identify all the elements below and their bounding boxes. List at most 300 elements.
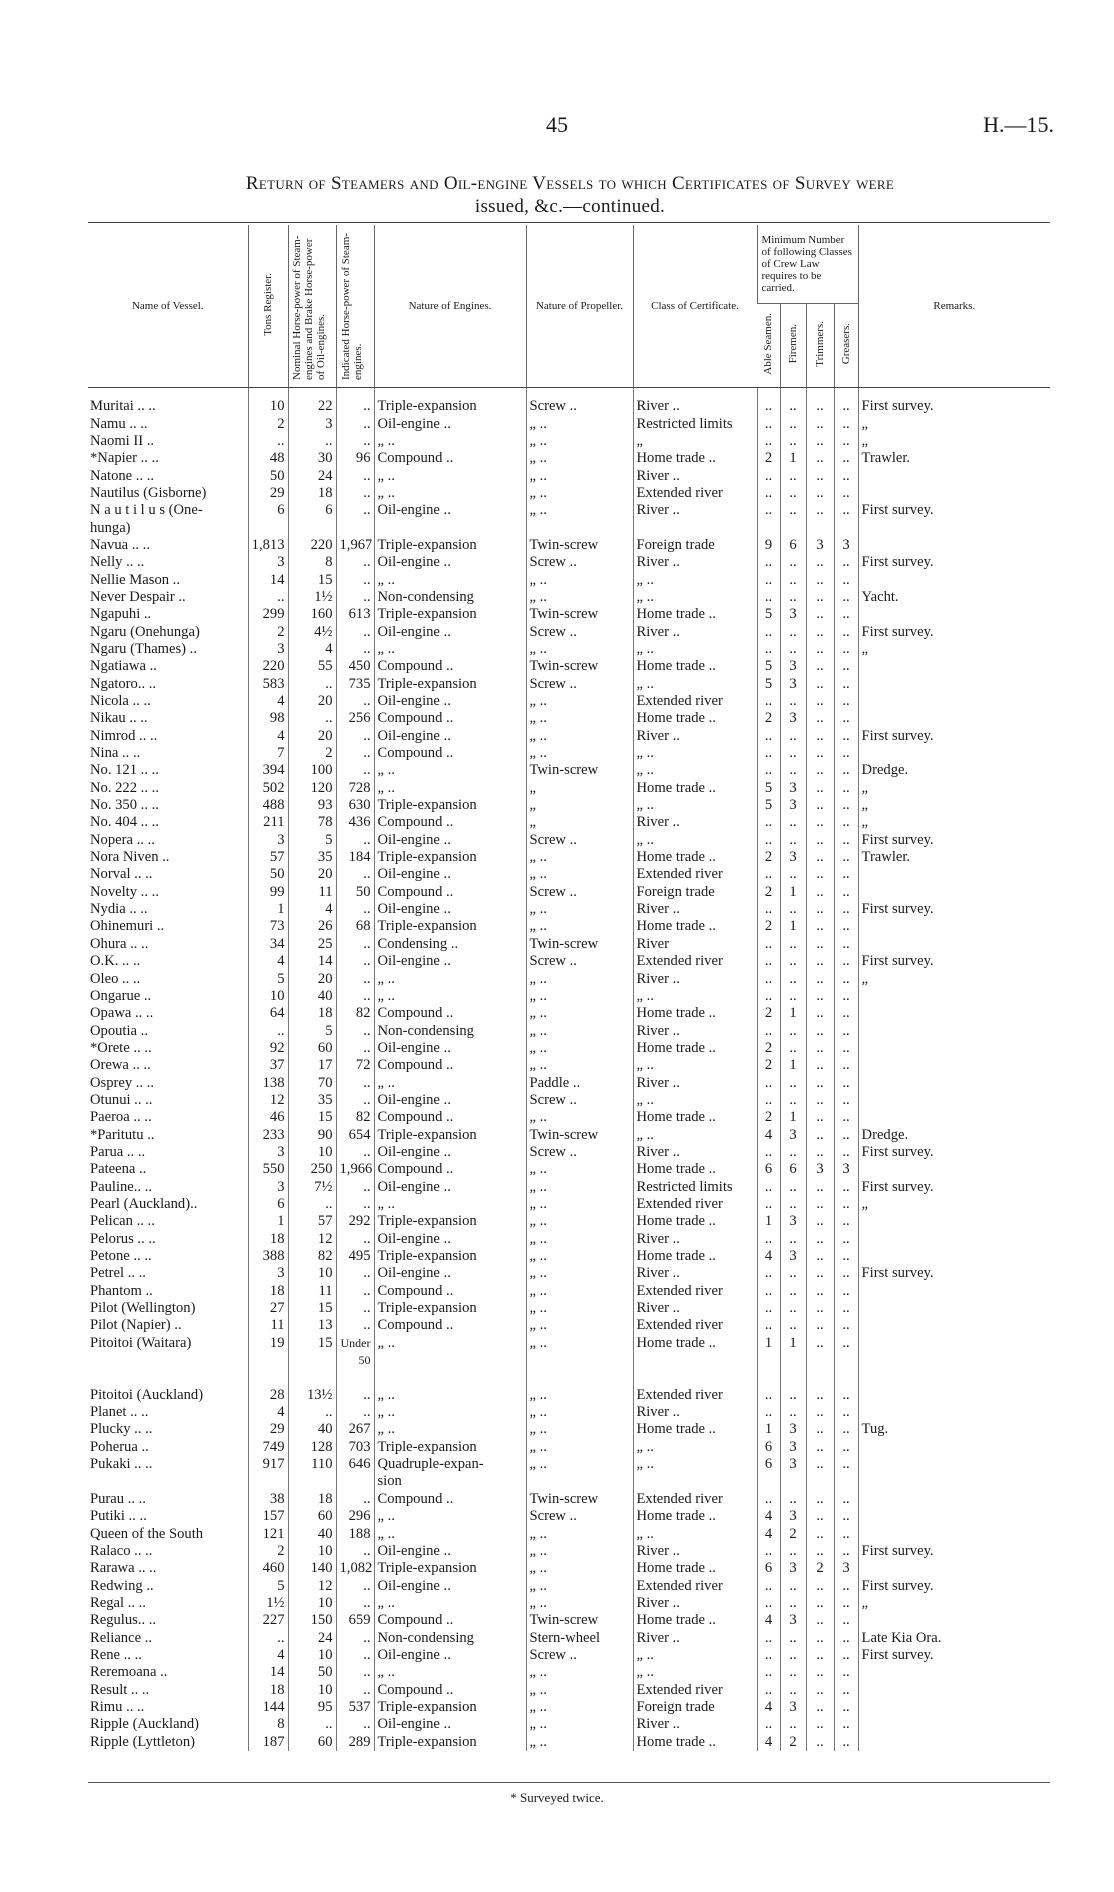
tons-register-cell: 3 (248, 641, 288, 658)
able-seamen-cell: .. (757, 1577, 780, 1594)
greasers-cell: .. (834, 1716, 858, 1733)
trimmers-cell: .. (806, 866, 834, 883)
able-seamen-cell: .. (757, 415, 780, 432)
remarks-cell: „ (858, 1595, 1050, 1612)
remarks-cell (858, 1040, 1050, 1057)
table-row (88, 762, 1050, 779)
propeller-type-cell: Screw .. (526, 623, 633, 640)
greasers-cell: .. (834, 832, 858, 849)
propeller-type-cell (526, 1473, 633, 1490)
propeller-type-cell: „ .. (526, 866, 633, 883)
greasers-cell: .. (834, 571, 858, 588)
table-row (88, 1647, 1050, 1664)
certificate-class-cell: Home trade .. (633, 658, 757, 675)
engine-type-cell: Triple-expansion (374, 1248, 526, 1265)
tons-register-cell: 227 (248, 1612, 288, 1629)
greasers-cell: .. (834, 970, 858, 987)
nominal-hp-cell: 120 (288, 780, 336, 797)
tons-register-cell: 27 (248, 1300, 288, 1317)
remarks-cell (858, 710, 1050, 727)
table-row (88, 658, 1050, 675)
table-row (88, 710, 1050, 727)
able-seamen-cell: 2 (757, 1057, 780, 1074)
greasers-cell: .. (834, 1525, 858, 1542)
nominal-hp-cell: 60 (288, 1040, 336, 1057)
propeller-type-cell: Screw .. (526, 1647, 633, 1664)
trimmers-cell: .. (806, 797, 834, 814)
tons-register-cell: 6 (248, 1196, 288, 1213)
table-row (88, 1057, 1050, 1074)
trimmers-cell: 3 (806, 537, 834, 554)
engine-type-cell: Oil-engine .. (374, 1577, 526, 1594)
able-seamen-cell: 1 (757, 1335, 780, 1352)
table-row (88, 936, 1050, 953)
propeller-type-cell: „ .. (526, 1699, 633, 1716)
indicated-hp-cell: 1,966 (336, 1161, 374, 1178)
propeller-type-cell: „ .. (526, 571, 633, 588)
indicated-hp-cell (336, 1369, 374, 1386)
table-row (88, 1074, 1050, 1091)
table-row (88, 970, 1050, 987)
able-seamen-cell: 6 (757, 1456, 780, 1473)
nominal-hp-cell: 30 (288, 450, 336, 467)
indicated-hp-cell: .. (336, 693, 374, 710)
greasers-cell: .. (834, 762, 858, 779)
greasers-cell: .. (834, 1595, 858, 1612)
greasers-cell: .. (834, 1109, 858, 1126)
certificate-class-cell: Extended river (633, 953, 757, 970)
table-row (88, 1629, 1050, 1646)
firemen-cell: .. (780, 936, 806, 953)
trimmers-cell: .. (806, 1577, 834, 1594)
indicated-hp-cell: 188 (336, 1525, 374, 1542)
greasers-cell: .. (834, 1074, 858, 1091)
table-row (88, 1577, 1050, 1594)
tons-register-cell: 92 (248, 1040, 288, 1057)
nominal-hp-cell: 128 (288, 1439, 336, 1456)
propeller-type-cell: „ .. (526, 641, 633, 658)
vessel-name-cell: Queen of the South (90, 1525, 204, 1542)
nominal-hp-cell: 4½ (288, 623, 336, 640)
able-seamen-cell: .. (757, 936, 780, 953)
indicated-hp-cell: 654 (336, 1126, 374, 1143)
certificate-class-cell: „ .. (633, 988, 757, 1005)
firemen-cell: .. (780, 1144, 806, 1161)
indicated-hp-cell: .. (336, 623, 374, 640)
firemen-cell: .. (780, 1647, 806, 1664)
vessel-name-cell: Reremoana .. (90, 1664, 168, 1681)
greasers-cell: .. (834, 1196, 858, 1213)
trimmers-cell: .. (806, 554, 834, 571)
able-seamen-cell: .. (757, 641, 780, 658)
remarks-cell: Yacht. (858, 589, 1050, 606)
greasers-cell: .. (834, 415, 858, 432)
firemen-cell: 3 (780, 710, 806, 727)
indicated-hp-cell: .. (336, 1647, 374, 1664)
firemen-cell: 3 (780, 1248, 806, 1265)
engine-type-cell: Oil-engine .. (374, 415, 526, 432)
remarks-cell: „ (858, 814, 1050, 831)
greasers-cell: .. (834, 1178, 858, 1195)
remarks-cell (858, 1664, 1050, 1681)
trimmers-cell: .. (806, 641, 834, 658)
nominal-hp-cell: 20 (288, 693, 336, 710)
col-tons-header: Tons Register. (248, 225, 288, 388)
firemen-cell: .. (780, 502, 806, 519)
greasers-cell: .. (834, 641, 858, 658)
trimmers-cell: .. (806, 814, 834, 831)
vessel-name-cell: No. 350 .. .. (90, 797, 159, 814)
certificate-class-cell: River .. (633, 970, 757, 987)
certificate-class-cell: Extended river (633, 1387, 757, 1404)
engine-type-cell: Oil-engine .. (374, 901, 526, 918)
greasers-cell: .. (834, 589, 858, 606)
nominal-hp-cell: 26 (288, 918, 336, 935)
able-seamen-cell: .. (757, 814, 780, 831)
firemen-cell: 3 (780, 1456, 806, 1473)
certificate-class-cell: „ .. (633, 1092, 757, 1109)
trimmers-cell: .. (806, 1335, 834, 1352)
able-seamen-cell: 6 (757, 1560, 780, 1577)
nominal-hp-cell: 1½ (288, 589, 336, 606)
remarks-cell (858, 1335, 1050, 1352)
firemen-cell: .. (780, 589, 806, 606)
indicated-hp-cell: 703 (336, 1439, 374, 1456)
engine-type-cell: Triple-expansion (374, 676, 526, 693)
greasers-cell: .. (834, 450, 858, 467)
able-seamen-cell: .. (757, 953, 780, 970)
able-seamen-cell: .. (757, 1196, 780, 1213)
remarks-cell (858, 485, 1050, 502)
nominal-hp-cell: 150 (288, 1612, 336, 1629)
able-seamen-cell: 2 (757, 884, 780, 901)
table-row (88, 814, 1050, 831)
certificate-class-cell: Extended river (633, 485, 757, 502)
table-row (88, 623, 1050, 640)
trimmers-cell: .. (806, 1022, 834, 1039)
propeller-type-cell: Screw .. (526, 953, 633, 970)
propeller-type-cell: „ .. (526, 1716, 633, 1733)
able-seamen-cell: 2 (757, 1040, 780, 1057)
vessel-name-cell: Ngatiawa .. (90, 658, 157, 675)
certificate-class-cell: Home trade .. (633, 780, 757, 797)
firemen-cell: 2 (780, 1733, 806, 1750)
remarks-cell (858, 1456, 1050, 1473)
remarks-cell (858, 1612, 1050, 1629)
vessel-name-cell: Muritai .. .. (90, 398, 156, 415)
table-row (88, 537, 1050, 554)
trimmers-cell: .. (806, 1317, 834, 1334)
firemen-cell: .. (780, 467, 806, 484)
propeller-type-cell: „ .. (526, 1439, 633, 1456)
remarks-cell (858, 1092, 1050, 1109)
engine-type-cell (374, 1352, 526, 1369)
able-seamen-cell: .. (757, 433, 780, 450)
greasers-cell: .. (834, 1439, 858, 1456)
tons-register-cell: 19 (248, 1335, 288, 1352)
vessel-name-cell: Ohinemuri .. (90, 918, 165, 935)
able-seamen-cell: 6 (757, 1161, 780, 1178)
remarks-cell (858, 1300, 1050, 1317)
vessel-name-cell: Namu .. .. (90, 415, 148, 432)
firemen-cell: .. (780, 745, 806, 762)
engine-type-cell: Oil-engine .. (374, 1716, 526, 1733)
engine-type-cell: Quadruple-expan- (374, 1456, 526, 1473)
trimmers-cell: .. (806, 745, 834, 762)
firemen-cell: 3 (780, 676, 806, 693)
nominal-hp-cell (288, 1352, 336, 1369)
greasers-cell: .. (834, 1577, 858, 1594)
trimmers-cell: .. (806, 1508, 834, 1525)
certificate-class-cell (633, 1473, 757, 1490)
certificate-class-cell: „ .. (633, 1057, 757, 1074)
trimmers-cell: .. (806, 936, 834, 953)
remarks-cell: First survey. (858, 901, 1050, 918)
firemen-cell: 6 (780, 537, 806, 554)
indicated-hp-cell: .. (336, 901, 374, 918)
trimmers-cell: .. (806, 623, 834, 640)
engine-type-cell: Oil-engine .. (374, 693, 526, 710)
vessel-name-cell: Pearl (Auckland).. (90, 1195, 198, 1212)
certificate-class-cell: River .. (633, 502, 757, 519)
nominal-hp-cell: .. (288, 710, 336, 727)
indicated-hp-cell: .. (336, 762, 374, 779)
nominal-hp-cell: 55 (288, 658, 336, 675)
propeller-type-cell: „ .. (526, 1161, 633, 1178)
table-body (88, 388, 1050, 1751)
nominal-hp-cell: 10 (288, 1595, 336, 1612)
nominal-hp-cell: 13½ (288, 1387, 336, 1404)
engine-type-cell: Compound .. (374, 1005, 526, 1022)
vessel-name-cell: Ralaco .. .. (90, 1542, 153, 1559)
vessel-return-table (88, 225, 1050, 1751)
nominal-hp-cell: 35 (288, 849, 336, 866)
firemen-cell: 3 (780, 780, 806, 797)
firemen-cell: 1 (780, 450, 806, 467)
trimmers-cell: .. (806, 1057, 834, 1074)
tons-register-cell: 488 (248, 797, 288, 814)
table-row (88, 571, 1050, 588)
trimmers-cell: .. (806, 1092, 834, 1109)
able-seamen-cell: 2 (757, 849, 780, 866)
greasers-cell: .. (834, 1629, 858, 1646)
remarks-cell (858, 745, 1050, 762)
table-row (88, 1595, 1050, 1612)
propeller-type-cell: Twin-screw (526, 1491, 633, 1508)
nominal-hp-cell: 20 (288, 866, 336, 883)
engine-type-cell: Triple-expansion (374, 797, 526, 814)
tons-register-cell: .. (248, 433, 288, 450)
vessel-name-cell: Nelly .. .. (90, 554, 145, 571)
engine-type-cell (374, 519, 526, 536)
vessel-name-cell: Norval .. .. (90, 866, 153, 883)
table-row (88, 641, 1050, 658)
remarks-cell (858, 676, 1050, 693)
nominal-hp-cell: 90 (288, 1126, 336, 1143)
certificate-class-cell: Extended river (633, 1577, 757, 1594)
nominal-hp-cell: 10 (288, 1144, 336, 1161)
tons-register-cell: 394 (248, 762, 288, 779)
firemen-cell: .. (780, 728, 806, 745)
greasers-cell: .. (834, 1092, 858, 1109)
certificate-class-cell: „ .. (633, 676, 757, 693)
vessel-name-cell: Nikau .. .. (90, 710, 148, 727)
engine-type-cell: Triple-expansion (374, 918, 526, 935)
greasers-cell: 3 (834, 1161, 858, 1178)
able-seamen-cell: .. (757, 388, 780, 416)
greasers-cell: .. (834, 1248, 858, 1265)
certificate-class-cell: Home trade .. (633, 1508, 757, 1525)
able-seamen-cell: 4 (757, 1248, 780, 1265)
tons-register-cell: 57 (248, 849, 288, 866)
tons-register-cell: 50 (248, 467, 288, 484)
engine-type-cell: „ .. (374, 571, 526, 588)
certificate-class-cell: River (633, 936, 757, 953)
remarks-cell: Dredge. (858, 1126, 1050, 1143)
propeller-type-cell: „ .. (526, 988, 633, 1005)
vessel-name-cell: No. 222 .. .. (90, 779, 159, 796)
tons-register-cell: 233 (248, 1126, 288, 1143)
remarks-cell (858, 1248, 1050, 1265)
vessel-name-cell: Rarawa .. .. (90, 1560, 157, 1577)
indicated-hp-cell (336, 1473, 374, 1490)
vessel-name-cell: *Orete .. .. (90, 1039, 152, 1056)
trimmers-cell: .. (806, 485, 834, 502)
nominal-hp-cell: 140 (288, 1560, 336, 1577)
vessel-name-cell: Nydia .. .. (90, 901, 148, 918)
trimmers-cell: .. (806, 1040, 834, 1057)
indicated-hp-cell: .. (336, 1040, 374, 1057)
trimmers-cell: .. (806, 1491, 834, 1508)
remarks-cell (858, 884, 1050, 901)
trimmers-cell: .. (806, 1716, 834, 1733)
remarks-cell: First survey. (858, 1265, 1050, 1282)
engine-type-cell: Triple-expansion (374, 1126, 526, 1143)
propeller-type-cell: Twin-screw (526, 658, 633, 675)
trimmers-cell: .. (806, 988, 834, 1005)
tons-register-cell: 144 (248, 1699, 288, 1716)
col-propeller-header: Nature of Propeller. (526, 225, 633, 388)
remarks-cell (858, 1525, 1050, 1542)
vessel-name-cell: hunga) (90, 519, 131, 536)
certificate-class-cell: „ .. (633, 797, 757, 814)
tons-register-cell: 583 (248, 676, 288, 693)
nominal-hp-cell: 18 (288, 1005, 336, 1022)
propeller-type-cell: „ .. (526, 1109, 633, 1126)
tons-register-cell: 5 (248, 970, 288, 987)
engine-type-cell: Oil-engine .. (374, 1543, 526, 1560)
firemen-cell: 1 (780, 884, 806, 901)
vessel-name-cell: Ngaru (Thames) .. (90, 640, 197, 657)
propeller-type-cell: „ .. (526, 433, 633, 450)
able-seamen-cell: 4 (757, 1699, 780, 1716)
firemen-cell: .. (780, 1196, 806, 1213)
propeller-type-cell: „ .. (526, 1231, 633, 1248)
greasers-cell: .. (834, 1647, 858, 1664)
certificate-class-cell: River .. (633, 1629, 757, 1646)
greasers-cell: .. (834, 1543, 858, 1560)
table-row (88, 797, 1050, 814)
tons-register-cell: 299 (248, 606, 288, 623)
remarks-cell: Late Kia Ora. (858, 1629, 1050, 1646)
able-seamen-cell: 5 (757, 606, 780, 623)
table-row (88, 450, 1050, 467)
engine-type-cell: Compound .. (374, 1109, 526, 1126)
vessel-name-cell (88, 1369, 248, 1386)
able-seamen-cell: .. (757, 693, 780, 710)
table-row (88, 1525, 1050, 1542)
remarks-cell (858, 1733, 1050, 1750)
able-seamen-cell: .. (757, 1664, 780, 1681)
propeller-type-cell: Twin-screw (526, 762, 633, 779)
vessel-name-cell: Pitoitoi (Waitara) (90, 1334, 192, 1351)
certificate-class-cell: Extended river (633, 1681, 757, 1698)
able-seamen-cell: .. (757, 1647, 780, 1664)
table-row (88, 502, 1050, 519)
trimmers-cell: .. (806, 1074, 834, 1091)
vessel-name-cell: Orewa .. .. (90, 1057, 151, 1074)
tons-register-cell: 73 (248, 918, 288, 935)
certificate-class-cell: River .. (633, 1231, 757, 1248)
firemen-cell (780, 1369, 806, 1386)
propeller-type-cell: Screw .. (526, 1092, 633, 1109)
greasers-cell: .. (834, 1733, 858, 1750)
engine-type-cell: Oil-engine .. (374, 1144, 526, 1161)
table-row (88, 901, 1050, 918)
tons-register-cell: 2 (248, 415, 288, 432)
col-greasers-header: Greasers. (834, 304, 858, 388)
firemen-cell: .. (780, 1404, 806, 1421)
certificate-class-cell: River .. (633, 728, 757, 745)
certificate-class-cell: „ .. (633, 1456, 757, 1473)
certificate-class-cell: Home trade .. (633, 1161, 757, 1178)
trimmers-cell: .. (806, 1283, 834, 1300)
table-row (88, 519, 1050, 536)
propeller-type-cell: „ .. (526, 415, 633, 432)
indicated-hp-cell: Under (336, 1335, 374, 1352)
firemen-cell: .. (780, 762, 806, 779)
nominal-hp-cell: .. (288, 1196, 336, 1213)
remarks-cell: „ (858, 433, 1050, 450)
nominal-hp-cell: 14 (288, 953, 336, 970)
indicated-hp-cell: .. (336, 988, 374, 1005)
able-seamen-cell: 4 (757, 1612, 780, 1629)
tons-register-cell: 1,813 (248, 537, 288, 554)
vessel-name-cell: Parua .. .. (90, 1143, 146, 1160)
greasers-cell: .. (834, 1612, 858, 1629)
indicated-hp-cell (336, 519, 374, 536)
trimmers-cell: .. (806, 1699, 834, 1716)
table-row (88, 1161, 1050, 1178)
able-seamen-cell: .. (757, 1404, 780, 1421)
engine-type-cell: Compound .. (374, 450, 526, 467)
able-seamen-cell (757, 1369, 780, 1386)
vessel-name-cell (88, 1473, 248, 1490)
certificate-class-cell: River .. (633, 1022, 757, 1039)
vessel-name-cell: Otunui .. .. (90, 1091, 153, 1108)
tons-register-cell: 37 (248, 1057, 288, 1074)
firemen-cell: 3 (780, 658, 806, 675)
table-row (88, 1421, 1050, 1438)
indicated-hp-cell: .. (336, 1629, 374, 1646)
table-row (88, 1456, 1050, 1473)
trimmers-cell: 3 (806, 1161, 834, 1178)
able-seamen-cell: .. (757, 1092, 780, 1109)
indicated-hp-cell: 50 (336, 1352, 374, 1369)
engine-type-cell: Compound .. (374, 745, 526, 762)
remarks-cell (858, 918, 1050, 935)
remarks-cell (858, 1681, 1050, 1698)
